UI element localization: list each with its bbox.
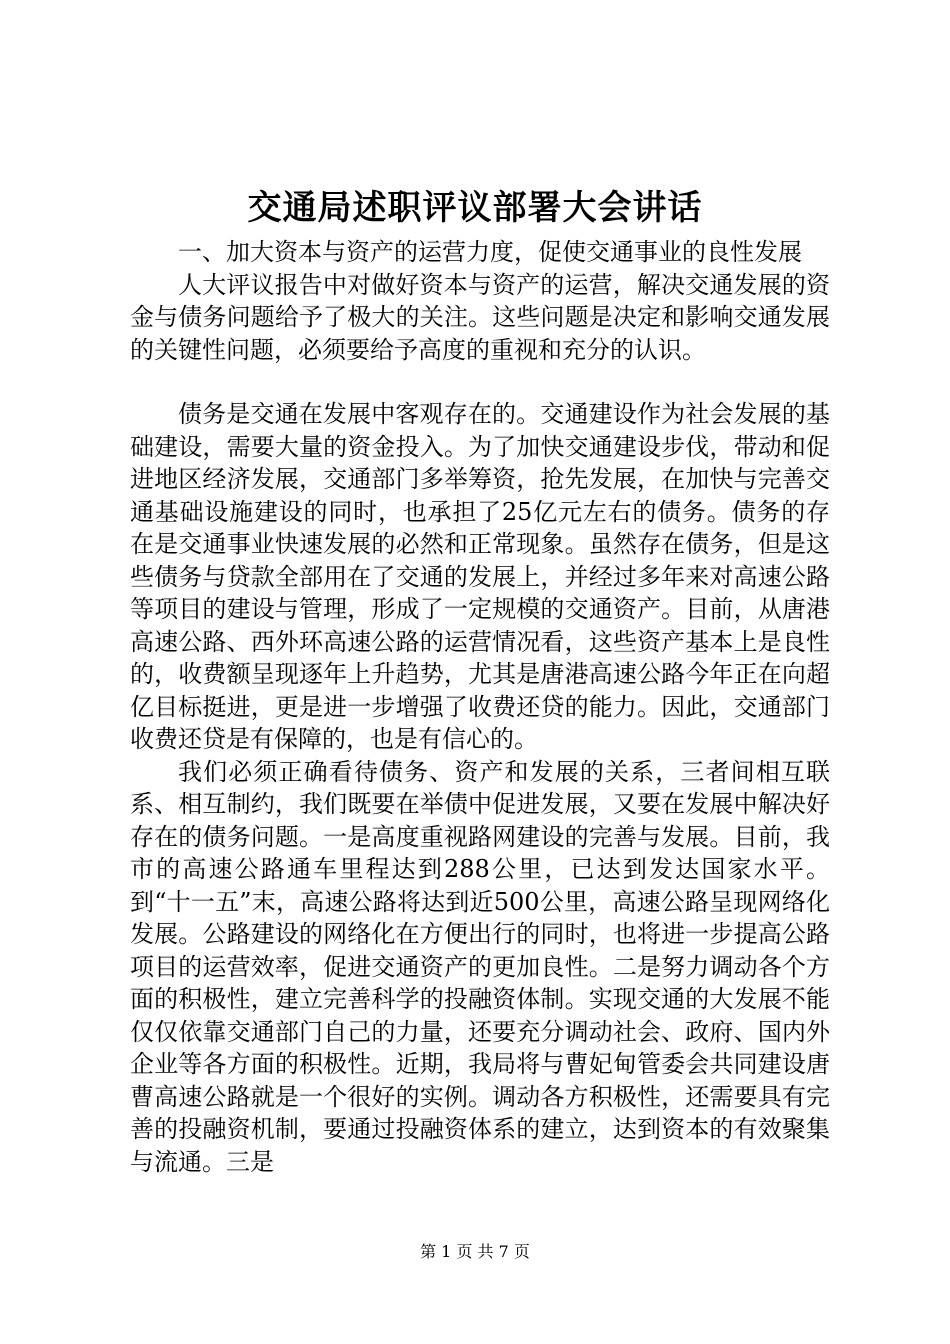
body-paragraph: 人大评议报告中对做好资本与资产的运营，解决交通发展的资金与债务问题给予了极大的关注。这些问题是决定和影响交通发展的关键性问题，必须要给予高度的重视和充分的认识。	[130, 270, 830, 364]
section-heading: 一、加大资本与资产的运营力度，促使交通事业的良性发展	[178, 238, 802, 266]
paragraph-gap	[130, 366, 830, 398]
body-paragraph: 债务是交通在发展中客观存在的。交通建设作为社会发展的基础建设，需要大量的资金投入。为了加快交通建设步伐，带动和促进地区经济发展，交通部门多举筹资，抢先发展，在加快与完善交通基础设施建设的同时，也承担了25亿元左右的债务。债务的存在是交通事业快速发展的必然和正常现象。虽然存在债务，但是这些债务与贷款全部用在了交通的发展上，并经过多年来对高速公路等项目的建设与管理，形成了一定规模的交通资产。目前，从唐港高速公路、西外环高速公路的运营情况看，这些资产基本上是良性的，收费额呈现逐年上升趋势，尤其是唐港高速公路今年正在向超亿目标挺进，更是进一步增强了收费还贷的能力。因此，交通部门收费还贷是有保障的，也是有信心的。	[130, 400, 830, 753]
page-number-footer: 第 1 页 共 7 页	[420, 1242, 530, 1261]
document-title: 交通局述职评议部署大会讲话	[247, 188, 703, 228]
body-paragraph: 我们必须正确看待债务、资产和发展的关系，三者间相互联系、相互制约，我们既要在举债中促进发展，又要在发展中解决好存在的债务问题。一是高度重视路网建设的完善与发展。目前，我市的高速公路通车里程达到288公里，已达到发达国家水平。到“十一五”末，高速公路将达到近500公里，高速公路呈现网络化发展。公路建设的网络化在方便出行的同时，也将进一步提高公路项目的运营效率，促进交通资产的更加良性。二是努力调动各个方面的积极性，建立完善科学的投融资体制。实现交通的大发展不能仅仅依靠交通部门自己的力量，还要充分调动社会、政府、国内外企业等各方面的积极性。近期，我局将与曹妃甸管委会共同建设唐曹高速公路就是一个很好的实例。调动各方积极性，还需要具有完善的投融资机制，要通过投融资体系的建立，达到资本的有效聚集与流通。三是	[130, 757, 830, 1176]
document-body	[130, 236, 830, 1178]
